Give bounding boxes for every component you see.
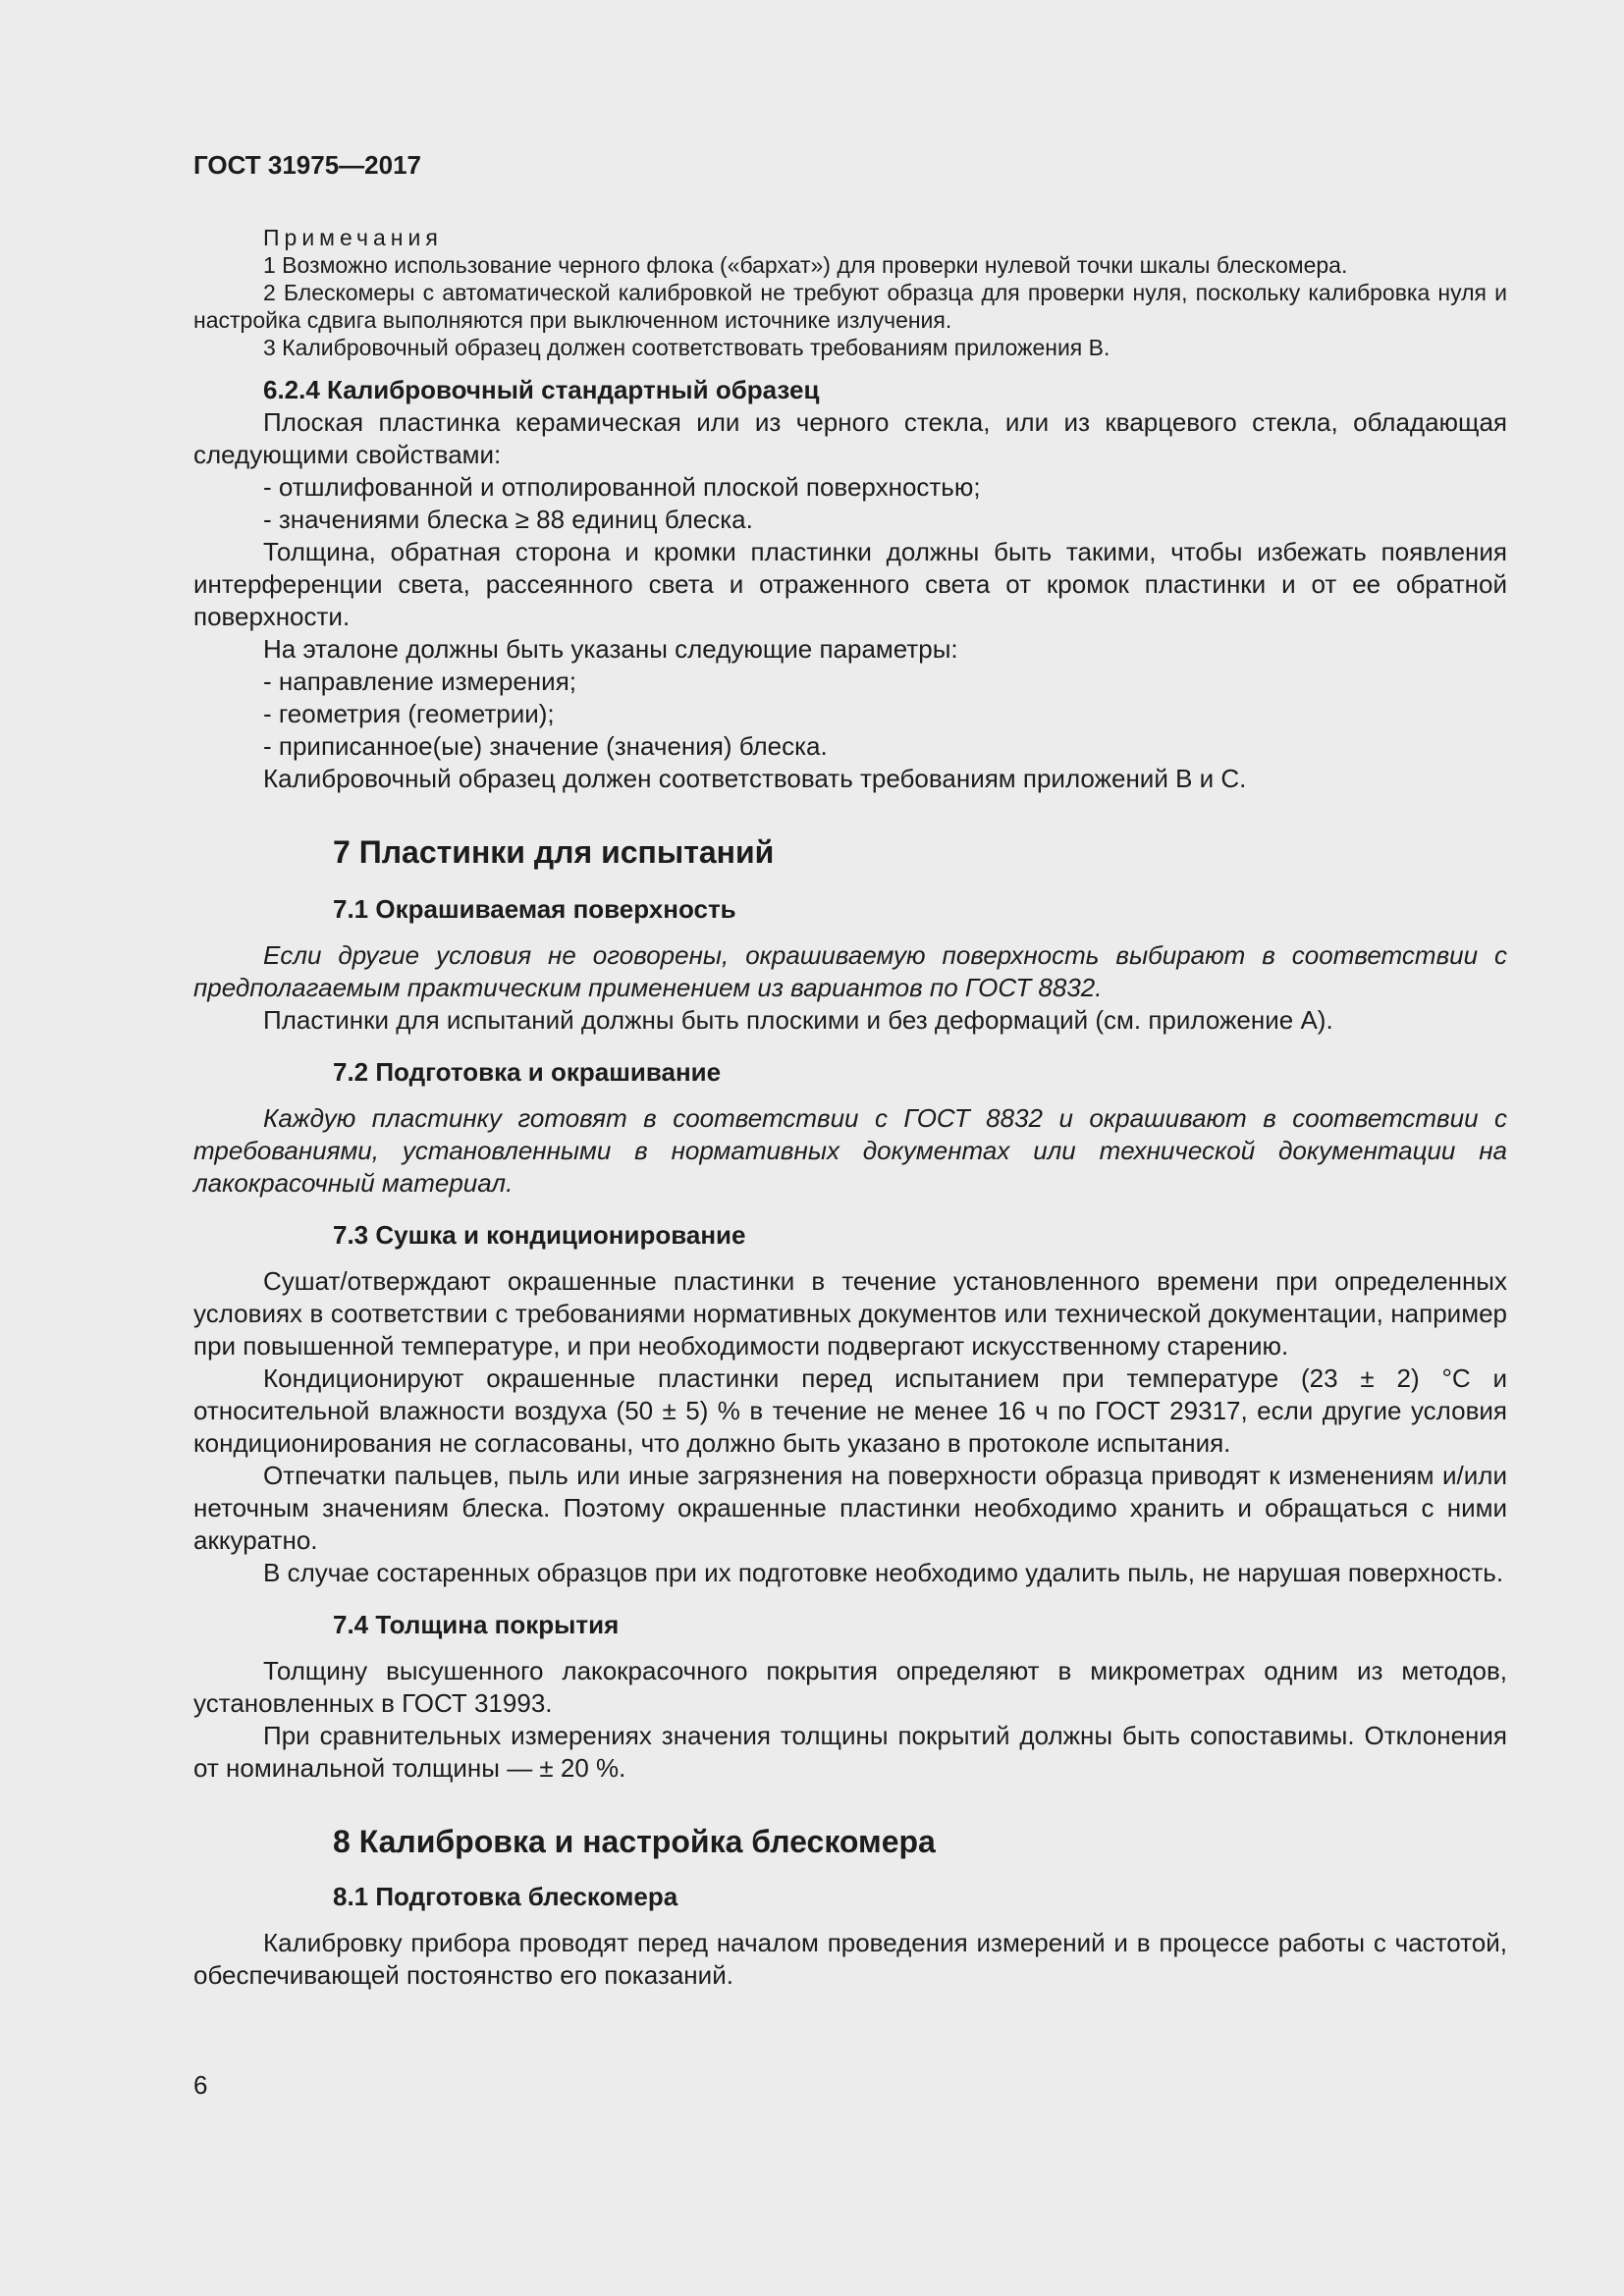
paragraph: Калибровку прибора проводят перед началом проведения измерений и в процессе работы с частотой, обеспечивающей постоянство его показаний.	[193, 1928, 1507, 1990]
note-item: 3 Калибровочный образец должен соответствовать требованиям приложения В.	[263, 335, 1110, 360]
notes-block	[193, 224, 1507, 361]
section-7	[193, 832, 1507, 1785]
list-item: - приписанное(ые) значение (значения) блеска.	[263, 731, 828, 761]
paragraph: Пластинки для испытаний должны быть плоскими и без деформаций (см. приложение А).	[263, 1005, 1333, 1035]
section-heading: 8.1 Подготовка блескомера	[333, 1882, 678, 1911]
paragraph: Отпечатки пальцев, пыль или иные загрязнения на поверхности образца приводят к изменениям и/или неточным значениям блеска. Поэтому окрашенные пластинки необходимо хранить и обращаться с ними аккуратно.	[193, 1461, 1507, 1555]
paragraph: Кондиционируют окрашенные пластинки перед испытанием при температуре (23 ± 2) °С и относительной влажности воздуха (50 ± 5) % в течение не менее 16 ч по ГОСТ 29317, если другие условия кондиционирования не согласованы, что должно быть указано в протоколе испытания.	[193, 1363, 1507, 1458]
paragraph: Каждую пластинку готовят в соответствии с ГОСТ 8832 и окрашивают в соответствии с требованиями, установленными в нормативных документах или технической документации на лакокрасочный материал.	[193, 1103, 1507, 1198]
chapter-heading: 8 Калибровка и настройка блескомера	[333, 1824, 936, 1859]
paragraph: Сушат/отверждают окрашенные пластинки в течение установленного времени при определенных условиях в соответствии с требованиями нормативных документов или технической документации, например при повышенной температуре, и при необходимости подвергают искусственному старению.	[193, 1266, 1507, 1361]
list-item: - направление измерения;	[263, 667, 576, 696]
paragraph: Если другие условия не оговорены, окрашиваемую поверхность выбирают в соответствии с предполагаемым практическим применением из вариантов по ГОСТ 8832.	[193, 940, 1507, 1002]
page-number: 6	[193, 2070, 208, 2100]
list-item: - геометрия (геометрии);	[263, 699, 555, 728]
paragraph: Калибровочный образец должен соответствовать требованиям приложений В и С.	[263, 764, 1247, 793]
paragraph: Толщину высушенного лакокрасочного покрытия определяют в микрометрах одним из методов, установленных в ГОСТ 31993.	[193, 1656, 1507, 1718]
section-heading: 7.2 Подготовка и окрашивание	[333, 1057, 722, 1087]
document-header: ГОСТ 31975—2017	[193, 150, 421, 180]
note-item: 1 Возможно использование черного флока («бархат») для проверки нулевой точки шкалы блескомера.	[263, 252, 1348, 278]
section-heading: 7.1 Окрашиваемая поверхность	[333, 894, 736, 924]
chapter-heading: 7 Пластинки для испытаний	[333, 834, 775, 870]
list-item: - значениями блеска ≥ 88 единиц блеска.	[263, 505, 753, 534]
notes-title: Примечания	[263, 225, 443, 250]
section-8	[193, 1822, 1507, 1992]
section-6-2-4	[193, 374, 1507, 795]
list-item: - отшлифованной и отполированной плоской поверхностью;	[263, 472, 981, 502]
section-heading: 7.3 Сушка и кондиционирование	[333, 1220, 746, 1250]
section-heading: 6.2.4 Калибровочный стандартный образец	[263, 375, 820, 404]
note-item: 2 Блескомеры с автоматической калибровкой не требуют образца для проверки нуля, поскольку калибровка нуля и настройка сдвига выполняются при выключенном источнике излучения.	[193, 280, 1507, 333]
paragraph: На эталоне должны быть указаны следующие параметры:	[263, 634, 958, 664]
page-content	[193, 224, 1507, 1992]
paragraph: В случае состаренных образцов при их подготовке необходимо удалить пыль, не нарушая поверхность.	[263, 1558, 1504, 1587]
paragraph: Плоская пластинка керамическая или из черного стекла, или из кварцевого стекла, обладающая следующими свойствами:	[193, 407, 1507, 469]
paragraph: При сравнительных измерениях значения толщины покрытий должны быть сопоставимы. Отклонения от номинальной толщины — ± 20 %.	[193, 1721, 1507, 1783]
paragraph: Толщина, обратная сторона и кромки пластинки должны быть такими, чтобы избежать появления интерференции света, рассеянного света и отраженного света от кромок пластинки и от ее обратной поверхности.	[193, 537, 1507, 631]
section-heading: 7.4 Толщина покрытия	[333, 1610, 620, 1639]
